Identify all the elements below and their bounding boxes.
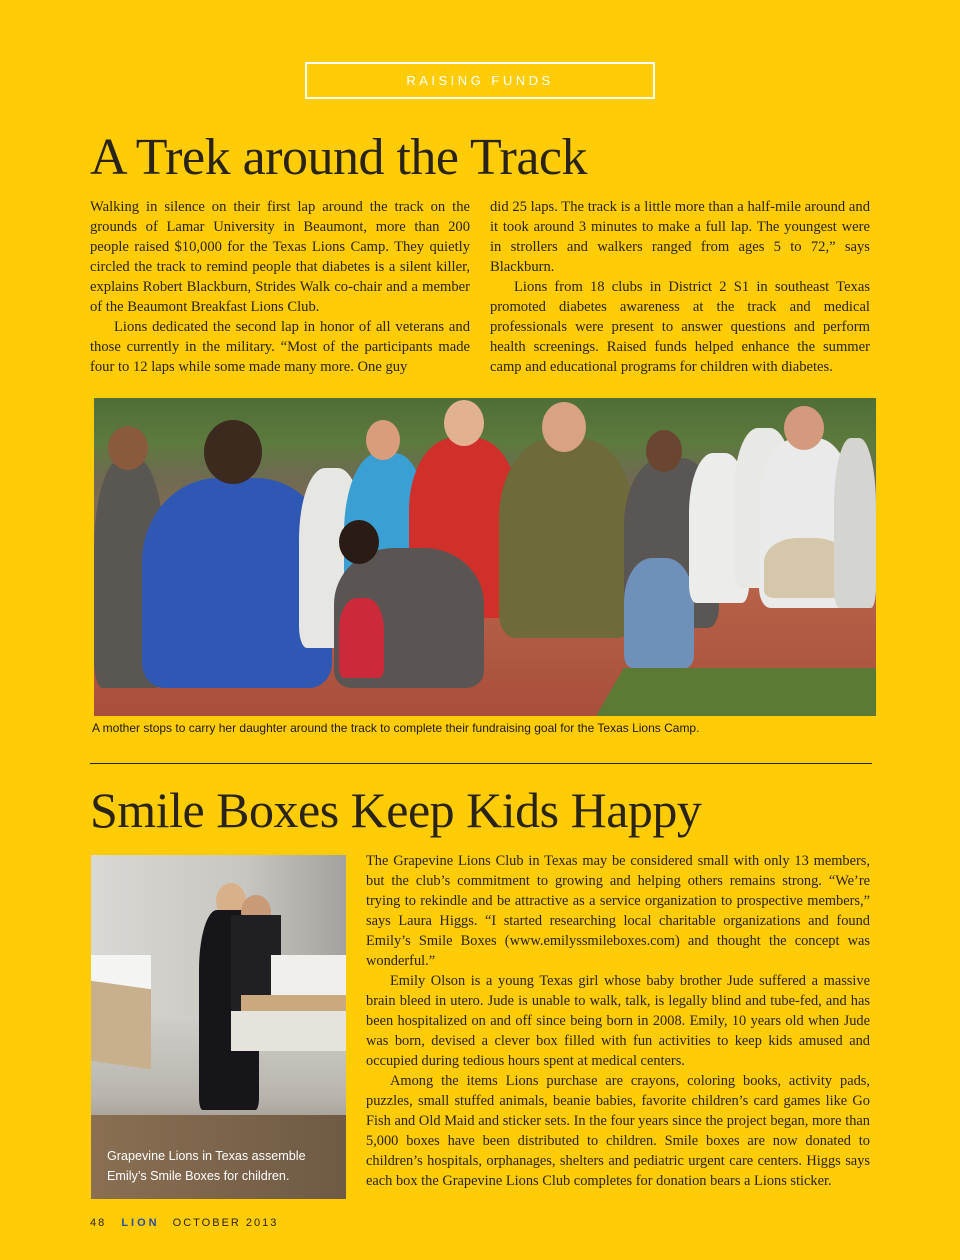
article-title-trek: A Trek around the Track (90, 129, 587, 186)
section-tag: RAISING FUNDS (305, 62, 655, 99)
trek-photo-caption: A mother stops to carry her daughter around the track to complete their fundraising goal for the Texas Lions Camp. (92, 721, 700, 735)
article-title-smile-boxes: Smile Boxes Keep Kids Happy (90, 782, 702, 838)
article1-paragraph: Lions dedicated the second lap in honor of all veterans and those currently in the military. “Most of the participants made four to 12 laps while some made many more. One guy (90, 319, 470, 375)
article1-column-2 (490, 197, 870, 377)
smile-boxes-photo-caption: Grapevine Lions in Texas assemble Emily’s Smile Boxes for children. (107, 1149, 306, 1183)
article1-column-1 (90, 197, 470, 377)
volunteers-assembling-photo (91, 855, 346, 1199)
walkers-on-track-photo (94, 398, 876, 716)
article2-paragraph: The Grapevine Lions Club in Texas may be considered small with only 13 members, but the club’s commitment to growing and helping others remains strong. “We’re trying to rekindle and be attractive as a service organization to prospective members,” says Laura Higgs. “I started researching local charitable organizations and found Emily’s Smile Boxes (www.emilyssmileboxes.com) and thought the concept was wonderful.” (366, 853, 870, 969)
magazine-brand: LION (121, 1217, 160, 1229)
page-footer (90, 1217, 278, 1229)
article1-paragraph: Walking in silence on their first lap around the track on the grounds of Lamar University in Beaumont, more than 200 people raised $10,000 for the Texas Lions Camp. They quietly circled the track to remind people that diabetes is a silent killer, explains Robert Blackburn, Strides Walk co-chair and a member of the Beaumont Breakfast Lions Club. (90, 199, 470, 315)
section-divider (90, 763, 872, 764)
article1-paragraph: did 25 laps. The track is a little more than a half-mile around and it took around 3 minutes to make a full lap. The youngest were in strollers and walkers ranged from ages 5 to 72,” says Blackburn. (490, 199, 870, 275)
article1-paragraph: Lions from 18 clubs in District 2 S1 in southeast Texas promoted diabetes awareness at the track and medical professionals were present to answer questions and perform health screenings. Raised funds helped enhance the summer camp and educational programs for children with diabetes. (490, 279, 870, 375)
page-number: 48 (90, 1217, 107, 1229)
article2-paragraph: Emily Olson is a young Texas girl whose baby brother Jude suffered a massive brain bleed in utero. Jude is unable to walk, talk, is legally blind and tube-fed, and has been hospitalized on and off since being born in 2008. Emily, 10 years old when Jude was born, devised a clever box filled with fun activities to keep kids amused and occupied during tedious hours spent at medical centers. (366, 973, 870, 1069)
article2-column (366, 851, 870, 1191)
article2-paragraph: Among the items Lions purchase are crayons, coloring books, activity pads, puzzles, small stuffed animals, beanie babies, favorite children’s card games like Go Fish and Old Maid and sticker sets. In the four years since the project began, more than 5,000 boxes have been distributed to children. Smile boxes are now donated to children’s hospitals, orphanages, shelters and pediatric urgent care centers. Higgs says each box the Grapevine Lions Club completes for donation bears a Lions sticker. (366, 1073, 870, 1189)
issue-date: OCTOBER 2013 (172, 1217, 279, 1229)
